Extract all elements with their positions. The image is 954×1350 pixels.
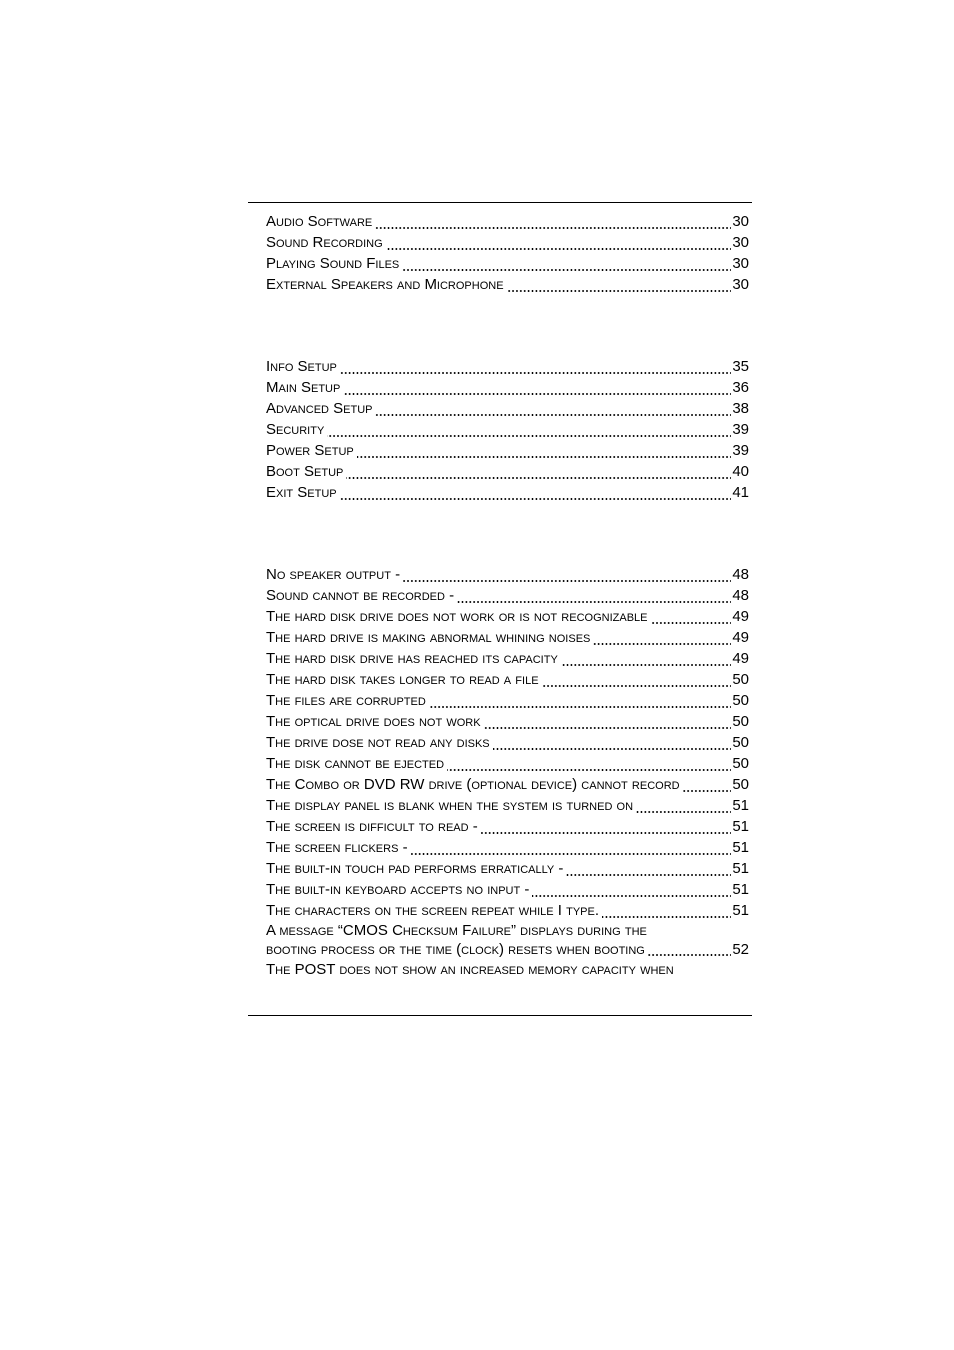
toc-entry[interactable] [266, 816, 749, 837]
toc-entry-title: The built-in keyboard accepts no input - [266, 879, 532, 900]
toc-entry[interactable] [266, 858, 749, 879]
toc-entry-title: The hard disk drive does not work or is not recognizable [266, 606, 651, 627]
bottom-rule [248, 1015, 752, 1016]
toc-entry[interactable] [266, 627, 749, 648]
toc-entry[interactable] [266, 606, 749, 627]
toc-entry-title: Sound Recording [266, 232, 386, 253]
toc-entry-title: The drive dose not read any disks [266, 732, 493, 753]
toc-entry-title: Audio Software [266, 211, 375, 232]
toc-entry[interactable] [266, 564, 749, 585]
toc-entry-title: The hard drive is making abnormal whining noises [266, 627, 593, 648]
toc-entry-page: 51 [732, 839, 749, 856]
toc-entry-title: Advanced Setup [266, 398, 375, 419]
toc-entry[interactable] [266, 482, 749, 503]
toc-entry-page: 51 [732, 860, 749, 877]
toc-entry-page: 40 [732, 463, 749, 480]
toc-entry-title: The Combo or DVD RW drive (optional device) cannot record [266, 774, 683, 795]
toc-entry[interactable] [266, 837, 749, 858]
toc-entry[interactable] [266, 356, 749, 377]
toc-entry-page: 50 [732, 734, 749, 751]
toc-entry-page: 48 [732, 587, 749, 604]
toc-entry-page: 50 [732, 776, 749, 793]
toc-entry[interactable] [266, 211, 749, 232]
toc-entry-title: No speaker output - [266, 564, 403, 585]
toc-entry-page: 51 [732, 818, 749, 835]
toc-entry-title: Boot Setup [266, 461, 346, 482]
toc-entry-page: 50 [732, 713, 749, 730]
toc-entry-title: Exit Setup [266, 482, 340, 503]
toc-entry-title: The optical drive does not work [266, 711, 484, 732]
toc-entry-title-line1: A message “CMOS Checksum Failure” displays during the [266, 921, 650, 940]
toc-entry[interactable] [266, 900, 749, 921]
toc-entry-page: 49 [732, 608, 749, 625]
toc-entry[interactable] [266, 795, 749, 816]
toc-entry-title: Playing Sound Files [266, 253, 402, 274]
toc-group-troubleshooting [266, 564, 749, 980]
toc-entry-page: 30 [732, 234, 749, 251]
toc-entry[interactable] [266, 253, 749, 274]
toc-entry-page: 30 [732, 213, 749, 230]
toc-entry-page: 41 [732, 484, 749, 501]
toc-entry-page: 50 [732, 671, 749, 688]
toc-entry-title: The screen flickers - [266, 837, 411, 858]
toc-entry[interactable] [266, 274, 749, 295]
toc-entry[interactable] [266, 440, 749, 461]
toc-entry[interactable] [266, 753, 749, 774]
toc-entry[interactable] [266, 377, 749, 398]
toc-entry-page: 48 [732, 566, 749, 583]
toc-entry[interactable] [266, 398, 749, 419]
toc-entry-page: 51 [732, 797, 749, 814]
toc-entry[interactable] [266, 690, 749, 711]
toc-entry-title: Info Setup [266, 356, 340, 377]
toc-entry-title: The disk cannot be ejected [266, 753, 447, 774]
toc-group-audio [266, 211, 749, 295]
toc-entry-title: The POST does not show an increased memory capacity when [266, 959, 677, 980]
toc-entry-wrapped-line2[interactable] [266, 940, 749, 959]
toc-entry[interactable] [266, 232, 749, 253]
toc-entry[interactable] [266, 669, 749, 690]
toc-entry[interactable] [266, 711, 749, 732]
toc-entry[interactable] [266, 774, 749, 795]
toc-entry-page: 50 [732, 692, 749, 709]
toc-group-bios [266, 356, 749, 503]
toc-entry-title: The files are corrupted [266, 690, 429, 711]
toc-entry[interactable] [266, 419, 749, 440]
toc-entry[interactable] [266, 879, 749, 900]
toc-entry-page: 39 [732, 421, 749, 438]
toc-entry-title: Power Setup [266, 440, 357, 461]
toc-entry-title: External Speakers and Microphone [266, 274, 507, 295]
toc-entry-title: Main Setup [266, 377, 343, 398]
toc-entry-page: 49 [732, 629, 749, 646]
toc-entry-title: The built-in touch pad performs erratically - [266, 858, 566, 879]
toc-entry-wrapped-line1[interactable] [266, 921, 749, 940]
toc-entry-title: The hard disk takes longer to read a file [266, 669, 542, 690]
toc-entry-title: The hard disk drive has reached its capacity [266, 648, 561, 669]
toc-entry-page: 30 [732, 255, 749, 272]
toc-entry[interactable] [266, 732, 749, 753]
toc-entry-page: 52 [732, 941, 749, 958]
toc-entry-page: 49 [732, 650, 749, 667]
toc-entry-page: 39 [732, 442, 749, 459]
toc-entry-page: 51 [732, 902, 749, 919]
toc-entry-page: 36 [732, 379, 749, 396]
toc-entry-title: The screen is difficult to read - [266, 816, 481, 837]
toc-entry-page: 51 [732, 881, 749, 898]
toc-entry-title-line2: booting process or the time (clock) resets when booting [266, 940, 648, 959]
toc-entry-page: 30 [732, 276, 749, 293]
toc-entry-title: The characters on the screen repeat while I type. [266, 900, 602, 921]
toc-entry-continued[interactable] [266, 959, 749, 980]
toc-entry-title: Sound cannot be recorded - [266, 585, 457, 606]
toc-entry[interactable] [266, 585, 749, 606]
toc-entry[interactable] [266, 648, 749, 669]
top-rule [248, 202, 752, 203]
toc-entry-title: The display panel is blank when the system is turned on [266, 795, 636, 816]
toc-entry-page: 35 [732, 358, 749, 375]
toc-entry-title: Security [266, 419, 327, 440]
toc-entry-page: 50 [732, 755, 749, 772]
toc-entry-page: 38 [732, 400, 749, 417]
toc-entry[interactable] [266, 461, 749, 482]
